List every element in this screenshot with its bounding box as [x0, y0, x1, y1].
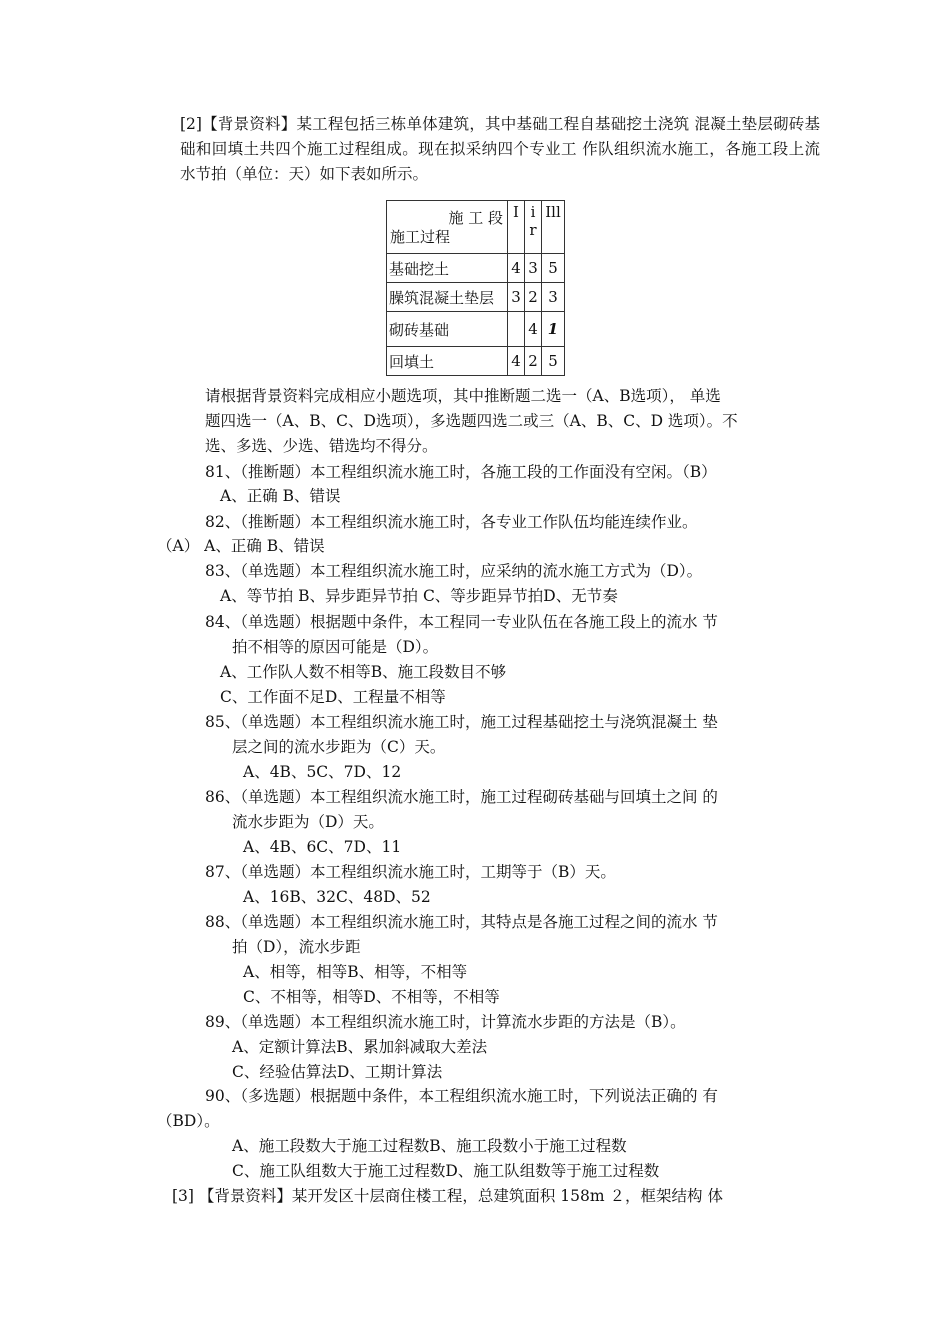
table-row: [387, 347, 565, 376]
process-name: 臊筑混凝土垫层: [387, 283, 508, 312]
section-3-intro: [3] 【背景资料】某开发区十层商住楼工程，总建筑面积 158m ２，框架结构 体: [172, 1187, 723, 1205]
cell-value: [508, 312, 525, 347]
instruction-line: 选、多选、少选、错选均不得分。: [205, 437, 438, 455]
option-line: A、定额计算法B、累加斜减取大差法: [232, 1038, 488, 1056]
table-row: [387, 254, 565, 283]
table-header-corner: [387, 201, 508, 254]
instruction-line: 请根据背景资料完成相应小题选项，其中推断题二选一（A、B选项）， 单选: [205, 387, 721, 405]
question-89: 89、（单选题）本工程组织流水施工时，计算流水步距的方法是（B）。: [205, 1013, 686, 1031]
col-head-2: i r: [525, 201, 542, 254]
question-81: 81、（推断题）本工程组织流水施工时，各施工段的工作面没有空闲。（B）: [205, 463, 717, 481]
option-line: A、相等，相等B、相等，不相等: [243, 963, 468, 981]
question-88: 88、（单选题）本工程组织流水施工时，其特点是各施工过程之间的流水 节: [205, 913, 718, 931]
table-row: [387, 312, 565, 347]
question-82: 82、（推断题）本工程组织流水施工时，各专业工作队伍均能连续作业。: [205, 513, 698, 531]
cell-value: 2: [525, 283, 542, 312]
option-line: A、等节拍 B、异步距异节拍 C、等步距异节拍D、无节奏: [220, 587, 618, 605]
option-line: A、4B、5C、7D、12: [243, 763, 402, 781]
option-line: A、工作队人数不相等B、施工段数目不够: [220, 663, 507, 681]
cell-value: 3: [542, 283, 565, 312]
option-line: A、施工段数大于施工过程数B、施工段数小于施工过程数: [232, 1137, 627, 1155]
question-88-cont: 拍（D），流水步距: [232, 938, 361, 956]
option-line: A、正确 B、错误: [220, 487, 341, 505]
cell-value: 4: [508, 254, 525, 283]
option-line: （A） A、正确 B、错误: [157, 537, 325, 555]
option-line: C、施工队组数大于施工过程数D、施工队组数等于施工过程数: [232, 1162, 660, 1180]
cell-value: 1: [542, 312, 565, 347]
header-segment-label: 施 工 段: [448, 209, 503, 227]
process-name: 砌砖基础: [387, 312, 508, 347]
question-85-cont: 层之间的流水步距为（C）天。: [232, 738, 446, 756]
intro-paragraph: [2]【背景资料】某工程包括三栋单体建筑，其中基础工程自基础挖土浇筑 混凝土垫层砌砖基础和回填土共四个施工过程组成。现在拟采纳四个专业工 作队组织流水施工，各施工段上流水节拍（单位：天）如下表如所示。: [180, 115, 820, 183]
question-90-cont: （BD）。: [157, 1112, 220, 1130]
cell-value: 4: [508, 347, 525, 376]
option-line: C、经验估算法D、工期计算法: [232, 1063, 443, 1081]
question-90: 90、（多选题）根据题中条件，本工程组织流水施工时，下列说法正确的 有: [205, 1087, 718, 1105]
question-84: 84、（单选题）根据题中条件，本工程同一专业队伍在各施工段上的流水 节: [205, 613, 718, 631]
cell-value: 4: [525, 312, 542, 347]
question-86-cont: 流水步距为（D）天。: [232, 813, 384, 831]
cell-value: 3: [508, 283, 525, 312]
option-line: A、16B、32C、48D、52: [243, 888, 431, 906]
question-84-cont: 拍不相等的原因可能是（D）。: [232, 638, 439, 656]
flow-beat-table: [386, 200, 565, 376]
option-line: A、4B、6C、7D、11: [243, 838, 402, 856]
process-name: 基础挖土: [387, 254, 508, 283]
col-head-3: Ill: [542, 201, 565, 254]
cell-value: 2: [525, 347, 542, 376]
question-85: 85、（单选题）本工程组织流水施工时，施工过程基础挖土与浇筑混凝土 垫: [205, 713, 718, 731]
cell-value: 3: [525, 254, 542, 283]
instruction-line: 题四选一（A、B、C、D选项），多选题四选二或三（A、B、C、D 选项）。不: [205, 412, 738, 430]
table-row: [387, 283, 565, 312]
question-87: 87、（单选题）本工程组织流水施工时，工期等于（B）天。: [205, 863, 616, 881]
cell-value: 5: [542, 347, 565, 376]
question-86: 86、（单选题）本工程组织流水施工时，施工过程砌砖基础与回填土之间 的: [205, 788, 718, 806]
header-process-label: 施工过程: [390, 228, 451, 246]
col-head-1: I: [508, 201, 525, 254]
question-83: 83、（单选题）本工程组织流水施工时，应采纳的流水施工方式为（D）。: [205, 562, 703, 580]
option-line: C、不相等，相等D、不相等，不相等: [243, 988, 500, 1006]
option-line: C、工作面不足D、工程量不相等: [220, 688, 446, 706]
process-name: 回填土: [387, 347, 508, 376]
cell-value: 5: [542, 254, 565, 283]
